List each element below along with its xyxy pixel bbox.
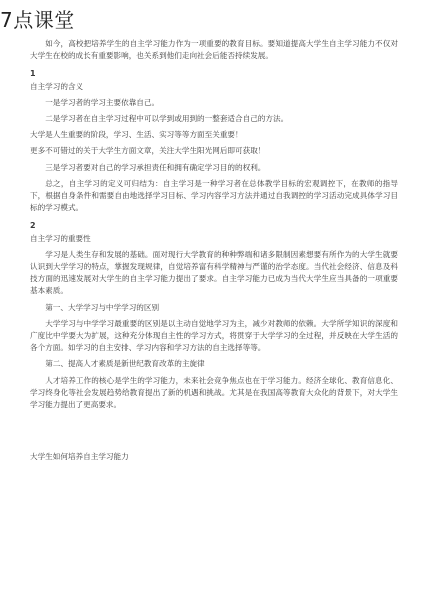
section-1-summary: 总之，自主学习的定义可归结为：自主学习是一种学习者在总体教学目标的宏观调控下，在教师的指导下，根据自身条件和需要自由地选择学习目标、学习内容学习方法并通过自我调控的学习活动完成具体学习目标的学习模式。 xyxy=(30,178,398,213)
section-2-paragraph-3: 人才培养工作的核心是学生的学习能力，未来社会竞争焦点也在于学习能力。经济全球化、教育信息化、学习终身化等社会发展趋势给教育提出了新的机遇和挑战。尤其是在我国高等教育大众化的背景下，对大学生学习能力提出了更高要求。 xyxy=(30,375,398,410)
promo-line-2: 更多不可错过的关于大学生方面文章，关注大学生阳光网后即可获取！ xyxy=(30,146,266,156)
section-1-title: 自主学习的含义 xyxy=(30,81,84,91)
intro-paragraph: 如今，高校把培养学生的自主学习能力作为一项重要的教育目标。要知道提高大学生自主学习能力不仅对大学生在校的成长有重要影响，也关系到他们走向社会后能否持续发展。 xyxy=(30,39,398,61)
section-2-paragraph-2: 大学学习与中学学习最重要的区别是以主动自觉地学习为主，减少对教师的依赖。大学所学知识的深度和广度比中学要大为扩展，这种充分体现自主性的学习方式，将贯穿于大学学习的全过程，并反映在大学生活的各个方面。如学习的自主安排、学习内容和学习方法的自主选择等等。 xyxy=(30,318,398,353)
section-2-subheading-2: 第二、提高人才素质是新世纪教育改革的主旋律 xyxy=(45,359,205,369)
document-page xyxy=(30,38,398,463)
section-1-number: 1 xyxy=(30,69,36,79)
promo-line-1: 大学是人生重要的阶段，学习、生活、实习等等方面至关重要！ xyxy=(30,130,243,140)
section-2-title: 自主学习的重要性 xyxy=(30,233,91,243)
section-2-subheading-1: 第一、大学学习与中学学习的区别 xyxy=(45,302,160,312)
section-1-point-3: 三是学习者要对自己的学习承担责任和拥有确定学习目的的权利。 xyxy=(45,162,266,172)
footer-heading: 大学生如何培养自主学习能力 xyxy=(30,452,129,462)
section-1-point-1: 一是学习者的学习主要依靠自己。 xyxy=(45,97,160,107)
section-1-point-2: 二是学习者在自主学习过程中可以学到或用到的一整套适合自己的方法。 xyxy=(45,114,289,124)
site-title: 7点课堂 xyxy=(0,8,75,32)
section-2-paragraph-1: 学习是人类生存和发展的基础。面对现行大学教育的种种弊端和诸多限制因素想要有所作为的大学生就要认识到大学学习的特点，掌握发现规律，自觉培养富有科学精神与严谨的治学态度。当代社会经济、信息及科技方面的迅速发展对大学生的自主学习能力提出了要求。自主学习能力已成为当代大学生应当具备的一项重要基本素质。 xyxy=(30,249,398,296)
section-2-number: 2 xyxy=(30,221,36,231)
